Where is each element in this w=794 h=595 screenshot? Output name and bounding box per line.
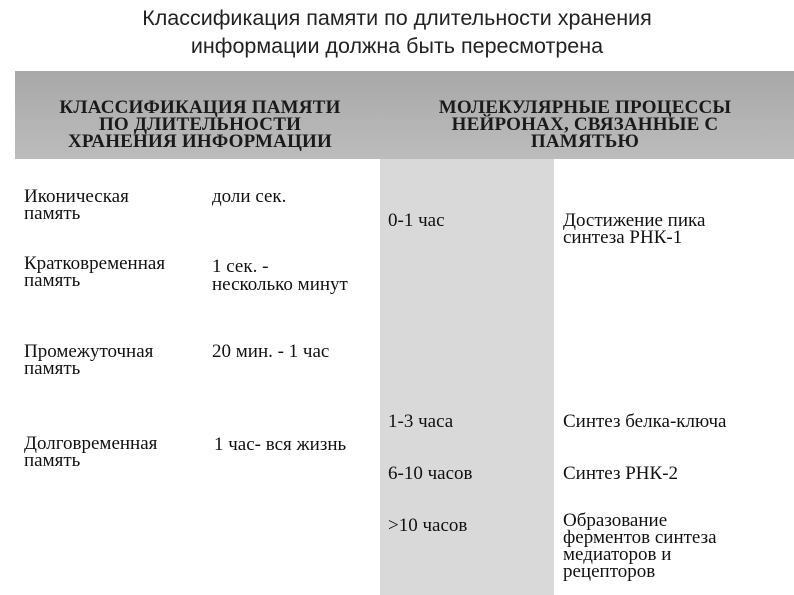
process-line: синтеза РНК-1 (563, 227, 683, 248)
process-line: Образование (563, 510, 668, 531)
duration-line: несколько минут (212, 274, 348, 295)
duration-line: 20 мин. - 1 час (212, 341, 330, 362)
process-line: Синтез РНК-2 (563, 463, 679, 484)
process-line: ферментов синтеза (563, 527, 717, 548)
header-left-line-2: ПО ДЛИТЕЛЬНОСТИ (98, 114, 302, 135)
process-line: Синтез белка-ключа (563, 411, 727, 432)
duration-long-term (214, 436, 346, 454)
header-right-line-2: НЕЙРОНАХ, СВЯЗАННЫЕ С (451, 114, 719, 135)
process-time-0-1h (388, 212, 445, 230)
memory-type-name-line: Кратковременная (24, 253, 166, 274)
title-line-2: информации должна быть пересмотрена (190, 34, 604, 58)
process-rna1-peak (563, 212, 705, 246)
process-time-1-3h (388, 413, 453, 431)
duration-line: 1 сек. - (212, 256, 269, 277)
header-left-line-3: ХРАНЕНИЯ ИНФОРМАЦИИ (67, 131, 333, 152)
duration-line: доли сек. (212, 186, 287, 207)
process-time-6-10h (388, 465, 472, 483)
process-time-value: 0-1 час (388, 210, 445, 231)
duration-iconic (212, 188, 286, 206)
header-left-line-1: КЛАССИФИКАЦИЯ ПАМЯТИ (59, 97, 341, 118)
memory-type-intermediate (24, 343, 153, 377)
process-key-protein-synthesis (563, 413, 726, 431)
process-time-value: 6-10 часов (388, 463, 473, 484)
duration-short-term (212, 258, 348, 294)
memory-type-name-line: Промежуточная (24, 341, 154, 362)
duration-intermediate (212, 343, 329, 361)
process-line: медиаторов и (563, 544, 672, 565)
process-line: рецепторов (563, 561, 656, 582)
process-rna2-synthesis (563, 465, 678, 483)
header-molecular-processes (405, 99, 765, 150)
memory-type-long-term (24, 435, 157, 469)
memory-type-name-line: память (24, 270, 81, 291)
memory-type-name-line: Долговременная (24, 433, 158, 454)
process-enzyme-formation (563, 512, 717, 580)
process-time-value: >10 часов (388, 515, 468, 536)
slide-title (0, 4, 794, 60)
memory-type-iconic (24, 188, 129, 222)
memory-type-name-line: память (24, 450, 81, 471)
process-line: Достижение пика (563, 210, 706, 231)
duration-line: 1 час- вся жизнь (214, 434, 347, 455)
header-right-line-3: ПАМЯТЬЮ (530, 131, 640, 152)
process-time-over-10h (388, 517, 467, 535)
memory-type-short-term (24, 255, 165, 289)
memory-type-name-line: память (24, 358, 81, 379)
memory-type-name-line: память (24, 203, 81, 224)
header-right-line-1: МОЛЕКУЛЯРНЫЕ ПРОЦЕССЫ (438, 97, 732, 118)
memory-type-name-line: Иконическая (24, 186, 129, 207)
title-line-1: Классификация памяти по длительности хранения (142, 6, 652, 30)
header-memory-classification (20, 99, 380, 150)
process-time-value: 1-3 часа (388, 411, 454, 432)
